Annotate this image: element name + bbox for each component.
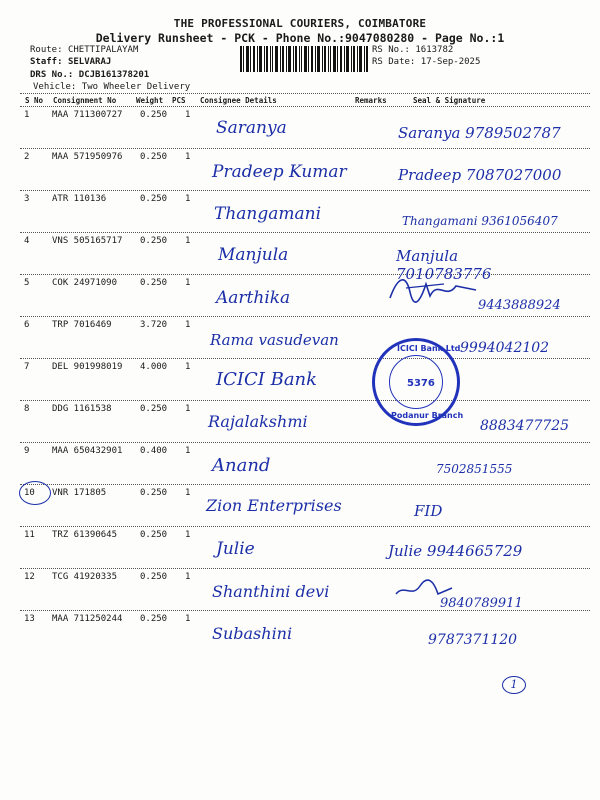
row-pcs: 1 bbox=[185, 152, 191, 162]
handwritten-consignee: Pradeep Kumar bbox=[212, 162, 347, 182]
signature-mark: 9443888924 bbox=[478, 298, 561, 313]
row-cn: ATR 110136 bbox=[52, 194, 107, 204]
seal-top-text: ICICI Bank Ltd bbox=[397, 344, 461, 353]
row-sno: 9 bbox=[24, 446, 30, 456]
rs-no-value: 1613782 bbox=[415, 45, 454, 55]
rs-no-label: RS No.: bbox=[372, 45, 410, 55]
handwritten-consignee: Manjula bbox=[218, 245, 289, 265]
row-pcs: 1 bbox=[185, 194, 191, 204]
col-consignee: Consignee Details bbox=[200, 96, 277, 105]
row-pcs: 1 bbox=[185, 614, 191, 624]
row-pcs: 1 bbox=[185, 320, 191, 330]
row-pcs: 1 bbox=[185, 404, 191, 414]
row-pcs: 1 bbox=[185, 488, 191, 498]
row-weight: 0.250 bbox=[140, 110, 168, 120]
row-pcs: 1 bbox=[185, 530, 191, 540]
route-label: Route: bbox=[30, 45, 63, 55]
signature-mark: 9787371120 bbox=[428, 632, 518, 648]
handwritten-consignee: Julie bbox=[216, 539, 255, 559]
row-sno: 3 bbox=[24, 194, 30, 204]
route-value: CHETTIPALAYAM bbox=[67, 45, 139, 55]
vehicle-label: Vehicle: bbox=[33, 82, 77, 92]
row-weight: 3.720 bbox=[140, 320, 168, 330]
handwritten-consignee: Subashini bbox=[212, 624, 293, 643]
drs-line bbox=[30, 70, 149, 81]
row-weight: 0.250 bbox=[140, 194, 168, 204]
row-cn: TRZ 61390645 bbox=[52, 530, 118, 540]
signature-mark: 9840789911 bbox=[440, 596, 523, 611]
seal-bottom-text: Podanur Branch bbox=[391, 411, 464, 420]
row-weight: 0.250 bbox=[140, 572, 168, 582]
row-cn: DDG 1161538 bbox=[52, 404, 112, 414]
rs-no-line bbox=[372, 45, 453, 56]
signature-mark: Pradeep 7087027000 bbox=[398, 166, 562, 184]
row-weight: 0.250 bbox=[140, 236, 168, 246]
bank-seal-stamp bbox=[372, 338, 464, 426]
vehicle-value: Two Wheeler Delivery bbox=[81, 82, 191, 92]
row-weight: 4.000 bbox=[140, 362, 168, 372]
handwritten-consignee: Aarthika bbox=[216, 288, 291, 308]
row-pcs: 1 bbox=[185, 110, 191, 120]
company-title: THE PROFESSIONAL COURIERS, COIMBATORE bbox=[173, 17, 427, 30]
handwritten-consignee: Anand bbox=[212, 455, 271, 476]
row-sno: 10 bbox=[24, 488, 35, 498]
signature-mark: Julie 9944665729 bbox=[388, 542, 523, 560]
handwritten-consignee: Zion Enterprises bbox=[206, 496, 342, 515]
row-cn: MAA 711300727 bbox=[52, 110, 123, 120]
table-header bbox=[20, 94, 590, 106]
row-sno: 5 bbox=[24, 278, 30, 288]
handwritten-consignee: Thangamani bbox=[214, 204, 322, 224]
drs-value: DCJB161378201 bbox=[78, 70, 150, 80]
signature-mark: 7502851555 bbox=[436, 462, 513, 476]
row-pcs: 1 bbox=[185, 278, 191, 288]
signature-mark: Manjula 7010783776 bbox=[396, 247, 492, 283]
row-pcs: 1 bbox=[185, 236, 191, 246]
signature-mark: 8883477725 bbox=[480, 418, 570, 434]
handwritten-consignee: Rama vasudevan bbox=[210, 331, 339, 349]
row-sno: 4 bbox=[24, 236, 30, 246]
row-cn: TRP 7016469 bbox=[52, 320, 112, 330]
signature-scribble bbox=[394, 576, 454, 604]
barcode bbox=[240, 46, 368, 72]
row-sno: 11 bbox=[24, 530, 35, 540]
staff-line bbox=[30, 57, 111, 68]
row-cn: DEL 901998019 bbox=[52, 362, 123, 372]
signature-mark: FID bbox=[414, 502, 443, 520]
row-sno: 1 bbox=[24, 110, 30, 120]
row-cn: VNS 505165717 bbox=[52, 236, 123, 246]
handwritten-consignee: Rajalakshmi bbox=[208, 412, 308, 431]
row-cn: VNR 171805 bbox=[52, 488, 107, 498]
row-sno: 7 bbox=[24, 362, 30, 372]
row-weight: 0.250 bbox=[140, 152, 168, 162]
circled-serial-mark bbox=[19, 481, 51, 505]
seal-code: 5376 bbox=[407, 378, 435, 389]
row-pcs: 1 bbox=[185, 362, 191, 372]
row-pcs: 1 bbox=[185, 446, 191, 456]
row-pcs: 1 bbox=[185, 572, 191, 582]
drs-label: DRS No.: bbox=[30, 70, 74, 80]
col-sno: S No bbox=[25, 96, 44, 105]
runsheet-subtitle: Delivery Runsheet - PCK - Phone No.:9047080280 - Page No.:1 bbox=[95, 31, 505, 45]
row-sno: 8 bbox=[24, 404, 30, 414]
row-sno: 6 bbox=[24, 320, 30, 330]
staff-label: Staff: bbox=[30, 57, 63, 67]
staff-value: SELVARAJ bbox=[67, 57, 112, 67]
handwritten-consignee: ICICI Bank bbox=[216, 369, 318, 390]
row-weight: 0.250 bbox=[140, 530, 168, 540]
row-cn: MAA 711250244 bbox=[52, 614, 123, 624]
signature-scribble bbox=[386, 270, 481, 310]
rs-date-value: 17-Sep-2025 bbox=[420, 57, 481, 67]
row-cn: MAA 571950976 bbox=[52, 152, 123, 162]
row-sno: 13 bbox=[24, 614, 35, 624]
row-sno: 2 bbox=[24, 152, 30, 162]
row-sno: 12 bbox=[24, 572, 35, 582]
row-weight: 0.250 bbox=[140, 404, 168, 414]
row-cn: COK 24971090 bbox=[52, 278, 118, 288]
vehicle-line bbox=[33, 82, 190, 93]
rs-date-label: RS Date: bbox=[372, 57, 416, 67]
row-weight: 0.400 bbox=[140, 446, 168, 456]
page-number-mark: 1 bbox=[502, 676, 526, 694]
col-signature: Seal & Signature bbox=[413, 96, 486, 105]
route-line bbox=[30, 45, 138, 56]
row-weight: 0.250 bbox=[140, 614, 168, 624]
signature-mark: 9994042102 bbox=[460, 340, 550, 356]
col-pcs: PCS bbox=[172, 96, 186, 105]
col-remarks: Remarks bbox=[355, 96, 387, 105]
signature-mark: Saranya 9789502787 bbox=[398, 124, 561, 142]
row-weight: 0.250 bbox=[140, 488, 168, 498]
row-weight: 0.250 bbox=[140, 278, 168, 288]
signature-mark: Thangamani 9361056407 bbox=[402, 214, 558, 228]
handwritten-consignee: Saranya bbox=[216, 118, 287, 138]
rs-date-line bbox=[372, 57, 480, 68]
handwritten-consignee: Shanthini devi bbox=[212, 582, 330, 601]
col-consignment: Consignment No bbox=[53, 96, 117, 105]
row-cn: MAA 650432901 bbox=[52, 446, 123, 456]
row-cn: TCG 41920335 bbox=[52, 572, 118, 582]
col-weight: Weight bbox=[136, 96, 164, 105]
